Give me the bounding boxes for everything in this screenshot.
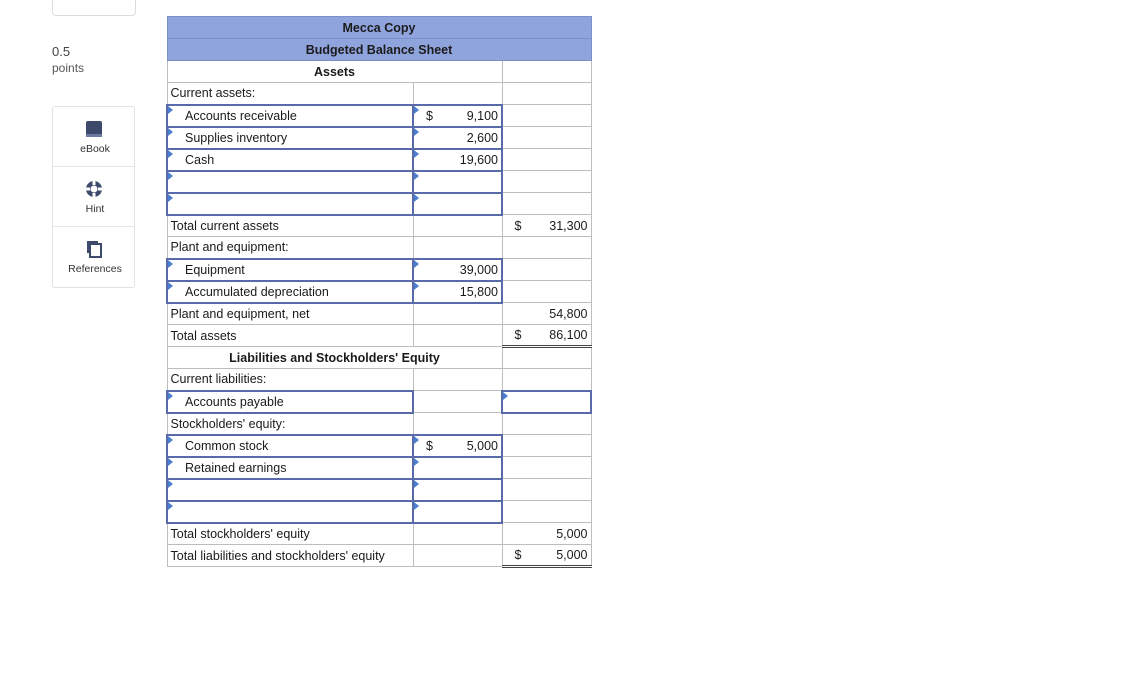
book-icon (84, 119, 104, 139)
currency-symbol: $ (514, 328, 522, 342)
blank-equity-value-input[interactable] (413, 479, 502, 501)
plant-equipment-label: Plant and equipment: (167, 237, 413, 259)
table-row (167, 149, 591, 171)
table-row (167, 413, 591, 435)
supplies-inventory-label[interactable]: Supplies inventory (167, 127, 413, 149)
table-row (167, 391, 591, 413)
liabilities-heading: Liabilities and Stockholders' Equity (167, 347, 502, 369)
table-row (167, 479, 591, 501)
accounts-payable-label[interactable]: Accounts payable (167, 391, 413, 413)
table-row (167, 545, 591, 567)
table-row (167, 325, 591, 347)
blank-asset-label-input[interactable] (167, 171, 413, 193)
currency-symbol: $ (426, 108, 433, 123)
table-row (167, 127, 591, 149)
total-se-cell (502, 523, 591, 545)
plant-net-cell (502, 303, 591, 325)
accounts-receivable-input[interactable] (413, 105, 502, 127)
accounts-receivable-value: 9,100 (466, 108, 498, 123)
table-row (167, 193, 591, 215)
total-assets-cell (502, 325, 591, 347)
hint-button[interactable] (53, 167, 134, 227)
blank-asset-value-input[interactable] (413, 171, 502, 193)
equipment-input[interactable] (413, 259, 502, 281)
table-row (167, 303, 591, 325)
blank-equity-label-input[interactable] (167, 479, 413, 501)
equipment-label[interactable]: Equipment (167, 259, 413, 281)
retained-earnings-label[interactable]: Retained earnings (167, 457, 413, 479)
company-name: Mecca Copy (167, 17, 591, 39)
total-current-assets-value: 31,300 (549, 218, 588, 233)
top-card-stub (52, 0, 136, 16)
total-current-assets-label: Total current assets (167, 215, 413, 237)
blank-equity-label-input[interactable] (167, 501, 413, 523)
table-row (167, 215, 591, 237)
common-stock-value: 5,000 (466, 438, 498, 453)
blank-equity-value-input[interactable] (413, 501, 502, 523)
hint-label: Hint (85, 203, 105, 215)
table-row (167, 281, 591, 303)
table-row (167, 61, 591, 83)
accumulated-depreciation-label[interactable]: Accumulated depreciation (167, 281, 413, 303)
table-row (167, 237, 591, 259)
blank-asset-value-input[interactable] (413, 193, 502, 215)
cash-label[interactable]: Cash (167, 149, 413, 171)
plant-net-label: Plant and equipment, net (167, 303, 413, 325)
table-row (167, 83, 591, 105)
retained-earnings-input[interactable] (413, 457, 502, 479)
accumulated-depreciation-input[interactable] (413, 281, 502, 303)
total-assets-value: 86,100 (549, 328, 588, 342)
total-le-cell (502, 545, 591, 567)
supplies-inventory-input[interactable] (413, 127, 502, 149)
currency-symbol: $ (514, 218, 522, 233)
stockholders-equity-label: Stockholders' equity: (167, 413, 413, 435)
common-stock-label[interactable]: Common stock (167, 435, 413, 457)
cash-value: 19,600 (459, 152, 498, 167)
total-current-assets-cell (502, 215, 591, 237)
cash-input[interactable] (413, 149, 502, 171)
table-row (167, 105, 591, 127)
currency-symbol: $ (426, 438, 433, 453)
table-row (167, 171, 591, 193)
points-display (52, 43, 84, 77)
blank-asset-label-input[interactable] (167, 193, 413, 215)
accounts-payable-input[interactable] (502, 391, 591, 413)
currency-symbol: $ (514, 548, 522, 562)
table-row (167, 435, 591, 457)
points-label: points (52, 61, 85, 75)
references-label: References (68, 263, 122, 275)
table-row (167, 523, 591, 545)
lifebuoy-icon (84, 179, 104, 199)
supplies-inventory-value: 2,600 (466, 130, 498, 145)
total-se-label: Total stockholders' equity (167, 523, 413, 545)
references-button[interactable] (53, 227, 134, 287)
ebook-button[interactable] (53, 107, 134, 167)
common-stock-input[interactable] (413, 435, 502, 457)
tools-panel (52, 106, 135, 288)
header-row (167, 17, 591, 39)
table-row (167, 369, 591, 391)
assets-heading: Assets (167, 61, 502, 83)
total-le-label: Total liabilities and stockholders' equity (167, 545, 413, 567)
table-row (167, 347, 591, 369)
ebook-label: eBook (80, 143, 110, 155)
total-le-value: 5,000 (556, 548, 588, 562)
total-se-value: 5,000 (556, 526, 588, 541)
accumulated-depreciation-value: 15,800 (459, 284, 498, 299)
table-row (167, 501, 591, 523)
balance-sheet-table (166, 16, 592, 568)
accounts-receivable-label[interactable]: Accounts receivable (167, 105, 413, 127)
current-assets-label: Current assets: (167, 83, 413, 105)
sheet-title: Budgeted Balance Sheet (167, 39, 591, 61)
current-liabilities-label: Current liabilities: (167, 369, 413, 391)
equipment-value: 39,000 (459, 262, 498, 277)
points-value: 0.5 (52, 44, 71, 59)
header-row (167, 39, 591, 61)
copy-icon (84, 239, 104, 259)
plant-net-value: 54,800 (549, 306, 588, 321)
table-row (167, 259, 591, 281)
table-row (167, 457, 591, 479)
total-assets-label: Total assets (167, 325, 413, 347)
